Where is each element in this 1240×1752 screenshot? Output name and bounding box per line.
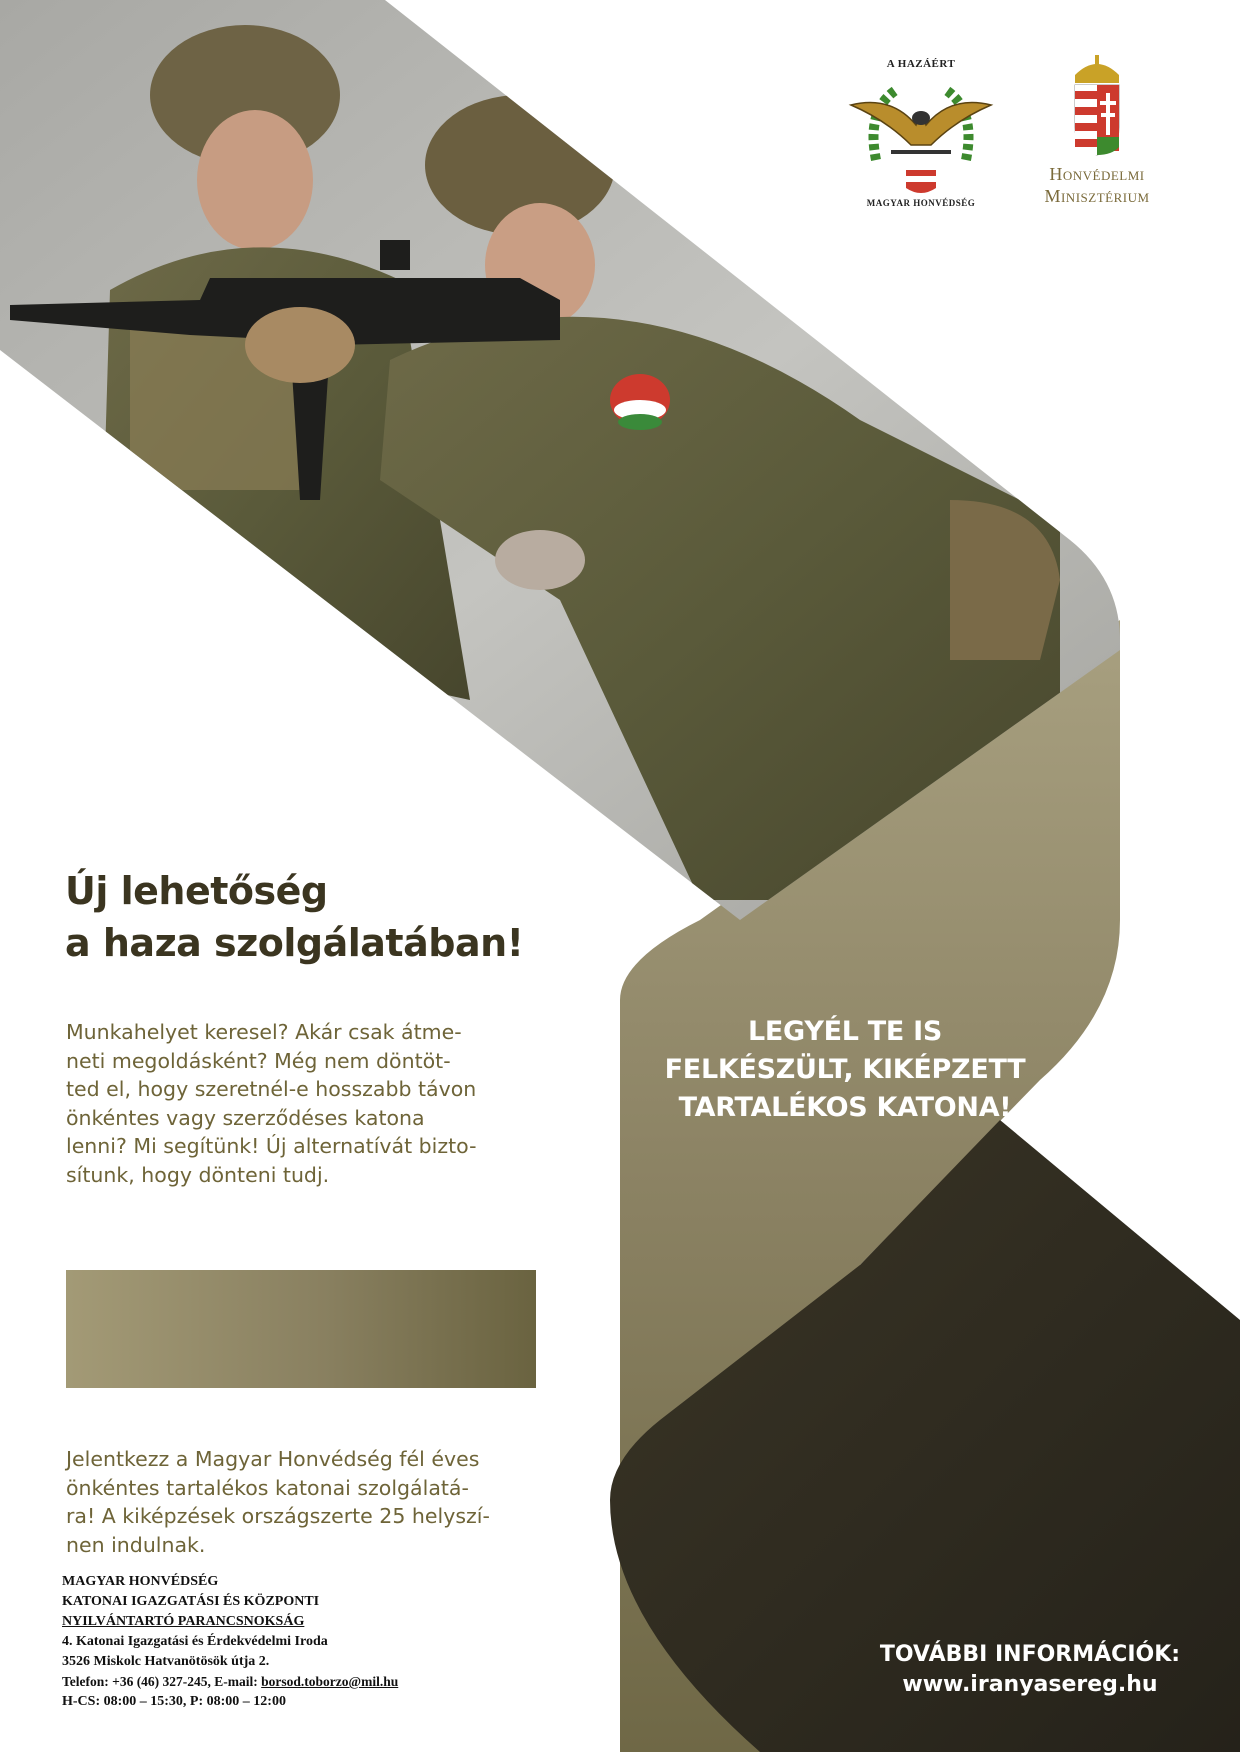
headline-line1: Új lehetőség — [65, 869, 328, 913]
more-info-label: TOVÁBBI INFORMÁCIÓK: — [879, 1642, 1181, 1667]
apply-line: Jelentkezz a Magyar Honvédség fél éves — [66, 1447, 480, 1471]
ministry-name-line1: Honvédelmi — [1049, 164, 1145, 184]
hungarian-coat-of-arms-icon — [1012, 55, 1182, 160]
contact-email-link[interactable]: borsod.toborzo@mil.hu — [261, 1674, 399, 1689]
contact-office: 4. Katonai Igazgatási és Érdekvédelmi Iroda — [62, 1634, 328, 1649]
contact-address: 3526 Miskolc Hatvanötösök útja 2. — [62, 1654, 270, 1669]
website-link[interactable]: www.iranyasereg.hu — [902, 1672, 1158, 1697]
contact-org1: MAGYAR HONVÉDSÉG — [62, 1574, 219, 1589]
intro-line: sítunk, hogy dönteni tudj. — [66, 1162, 330, 1187]
emblem-top-text: A HAZÁÉRT — [886, 58, 956, 70]
intro-paragraph — [66, 1018, 538, 1189]
apply-line: ra! A kiképzések országszerte 25 helyszí- — [66, 1504, 490, 1528]
apply-line: önkéntes tartalékos katonai szolgálatá- — [66, 1475, 469, 1500]
contact-phone: Telefon: +36 (46) 327-245, E-mail: — [62, 1674, 262, 1689]
intro-line: ted el, hogy szeretnél-e hosszabb távon — [66, 1077, 477, 1101]
eagle-emblem-icon — [836, 50, 1006, 220]
apply-line: nen indulnak. — [66, 1532, 206, 1557]
olive-placeholder-box — [66, 1270, 536, 1388]
emblem-bottom-text: MAGYAR HONVÉDSÉG — [866, 198, 976, 208]
slogan — [620, 1013, 1070, 1127]
apply-paragraph — [66, 1445, 546, 1559]
contact-phone-line — [62, 1672, 562, 1692]
intro-line: neti megoldásként? Még nem döntöt- — [66, 1048, 451, 1073]
headline — [65, 865, 625, 969]
slogan-line1: LEGYÉL TE IS — [748, 1016, 942, 1047]
slogan-line2: FELKÉSZÜLT, KIKÉPZETT — [664, 1054, 1026, 1085]
contact-org2: KATONAI IGAZGATÁSI ÉS KÖZPONTI — [62, 1594, 320, 1609]
intro-line: lenni? Mi segítünk! Új alternatívát bizto- — [66, 1134, 477, 1158]
hungarian-defence-forces-emblem — [836, 50, 1006, 220]
headline-line2: a haza szolgálatában! — [65, 921, 524, 965]
ministry-name-line2: Minisztérium — [1044, 186, 1150, 206]
contact-hours: H-CS: 08:00 – 15:30, P: 08:00 – 12:00 — [62, 1694, 286, 1709]
slogan-line3: TARTALÉKOS KATONA! — [678, 1092, 1012, 1123]
contact-block — [62, 1572, 562, 1712]
intro-line: Munkahelyet keresel? Akár csak átme- — [66, 1020, 462, 1044]
more-info — [855, 1640, 1205, 1700]
intro-line: önkéntes vagy szerződéses katona — [66, 1105, 425, 1130]
ministry-logo — [1012, 55, 1182, 215]
ministry-name — [1012, 163, 1182, 207]
contact-org3: NYILVÁNTARTÓ PARANCSNOKSÁG — [62, 1614, 305, 1629]
